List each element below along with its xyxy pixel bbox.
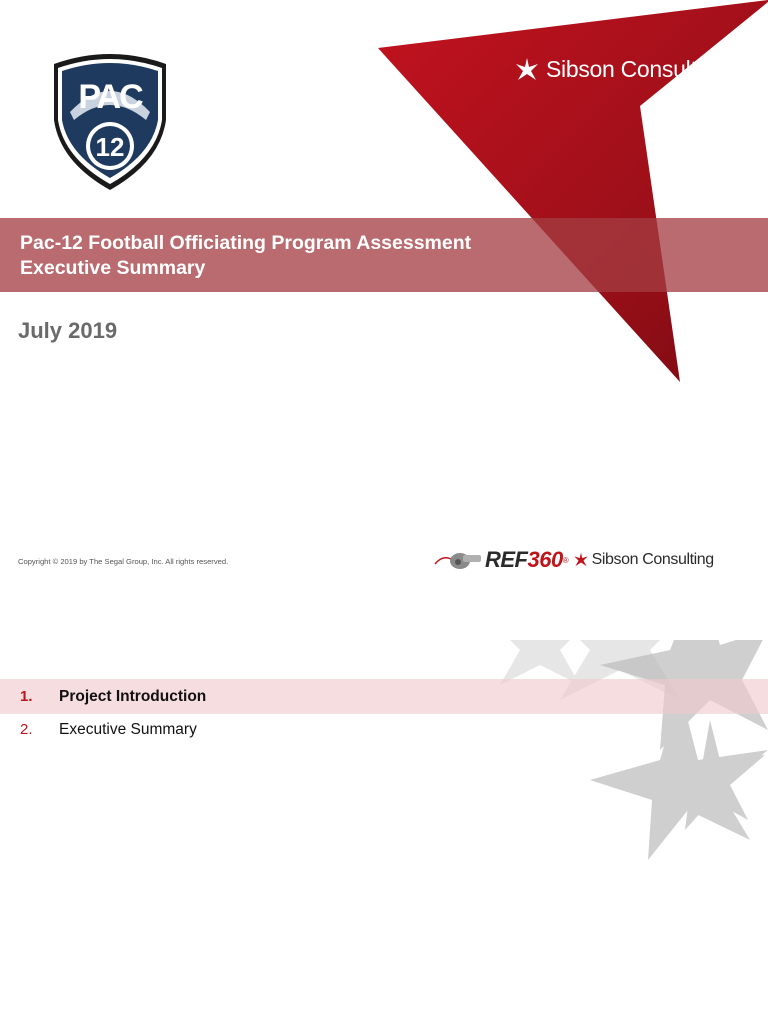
pac12-logo-text: PAC	[78, 78, 142, 116]
svg-text:12: 12	[95, 132, 125, 162]
report-title: Pac-12 Football Officiating Program Assessment	[20, 232, 472, 254]
ref360-wordmark	[485, 547, 563, 573]
report-date: July 2019	[18, 318, 118, 343]
ref360-partner-name: Sibson Consulting	[591, 551, 714, 568]
ref-number: 360	[527, 547, 563, 572]
agenda-item-number: 1.	[20, 688, 33, 705]
ref360-partner	[573, 551, 714, 569]
agenda-item-number: 2.	[20, 721, 33, 738]
agenda-item-label: Project Introduction	[59, 688, 207, 705]
ref-word: REF	[485, 547, 528, 572]
ref360-logo	[433, 546, 714, 574]
pac12-shield-logo	[48, 50, 172, 192]
star-icon	[573, 552, 589, 568]
sibson-consulting-logo	[514, 56, 726, 83]
agenda-item-executive-summary[interactable]	[0, 712, 768, 747]
registered-mark: ®	[562, 555, 569, 565]
sibson-brand-name: Sibson Consulting	[546, 56, 727, 82]
agenda-item-project-introduction[interactable]	[0, 679, 768, 714]
copyright-notice: Copyright © 2019 by The Segal Group, Inc. All rights reserved.	[18, 557, 229, 566]
whistle-icon	[433, 546, 485, 574]
star-icon	[514, 57, 540, 83]
title-band	[0, 218, 768, 292]
agenda-item-label: Executive Summary	[59, 721, 197, 738]
report-subtitle: Executive Summary	[20, 257, 206, 279]
agenda-slide	[0, 640, 768, 1024]
